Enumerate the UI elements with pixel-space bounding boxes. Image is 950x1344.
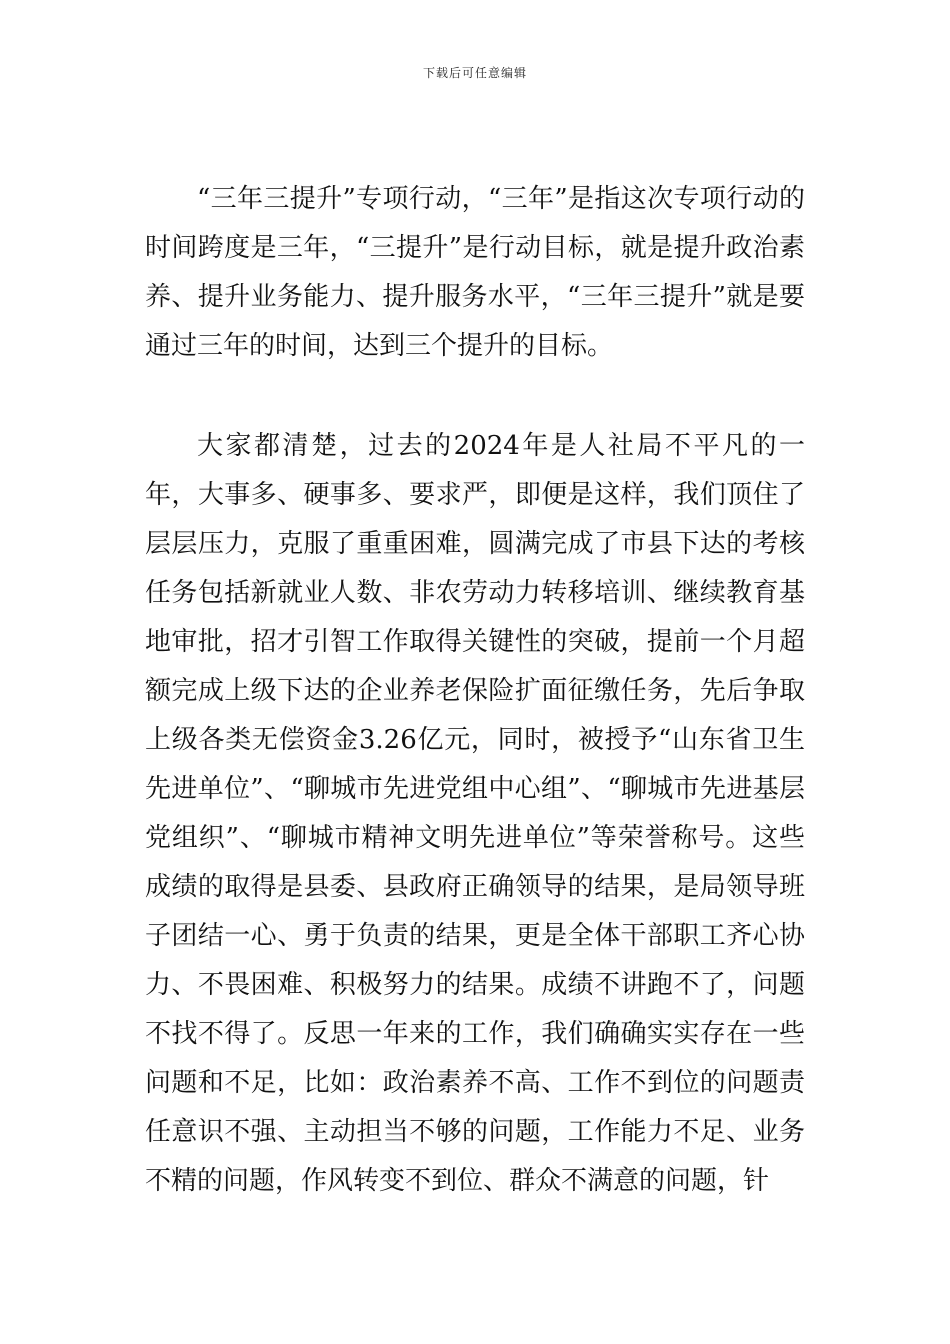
paragraph-three-year-campaign: “三年三提升”专项行动，“三年”是指这次专项行动的时间跨度是三年，“三提升”是行动目标，就是提升政治素养、提升业务能力、提升服务水平，“三年三提升”就是要通过三年的时间，达到三个提升的目标。 xyxy=(145,184,805,361)
paragraph-annual-review: 大家都清楚，过去的2024年是人社局不平凡的一年，大事多、硬事多、要求严，即便是这样，我们顶住了层层压力，克服了重重困难，圆满完成了市县下达的考核任务包括新就业人数、非农劳动力转移培训、继续教育基地审批，招才引智工作取得关键性的突破，提前一个月超额完成上级下达的企业养老保险扩面征缴任务，先后争取上级各类无偿资金3.26亿元，同时，被授予“山东省卫生先进单位”、“聊城市先进党组中心组”、“聊城市先进基层党组织”、“聊城市精神文明先进单位”等荣誉称号。这些成绩的取得是县委、县政府正确领导的结果，是局领导班子团结一心、勇于负责的结果，更是全体干部职工齐心协力、不畏困难、积极努力的结果。成绩不讲跑不了，问题不找不得了。反思一年来的工作，我们确确实实存在一些问题和不足，比如：政治素养不高、工作不到位的问题责任意识不强、主动担当不够的问题，工作能力不足、业务不精的问题，作风转变不到位、群众不满意的问题，针 xyxy=(145,431,805,1196)
page-header: 下载后可任意编辑 xyxy=(422,66,527,80)
